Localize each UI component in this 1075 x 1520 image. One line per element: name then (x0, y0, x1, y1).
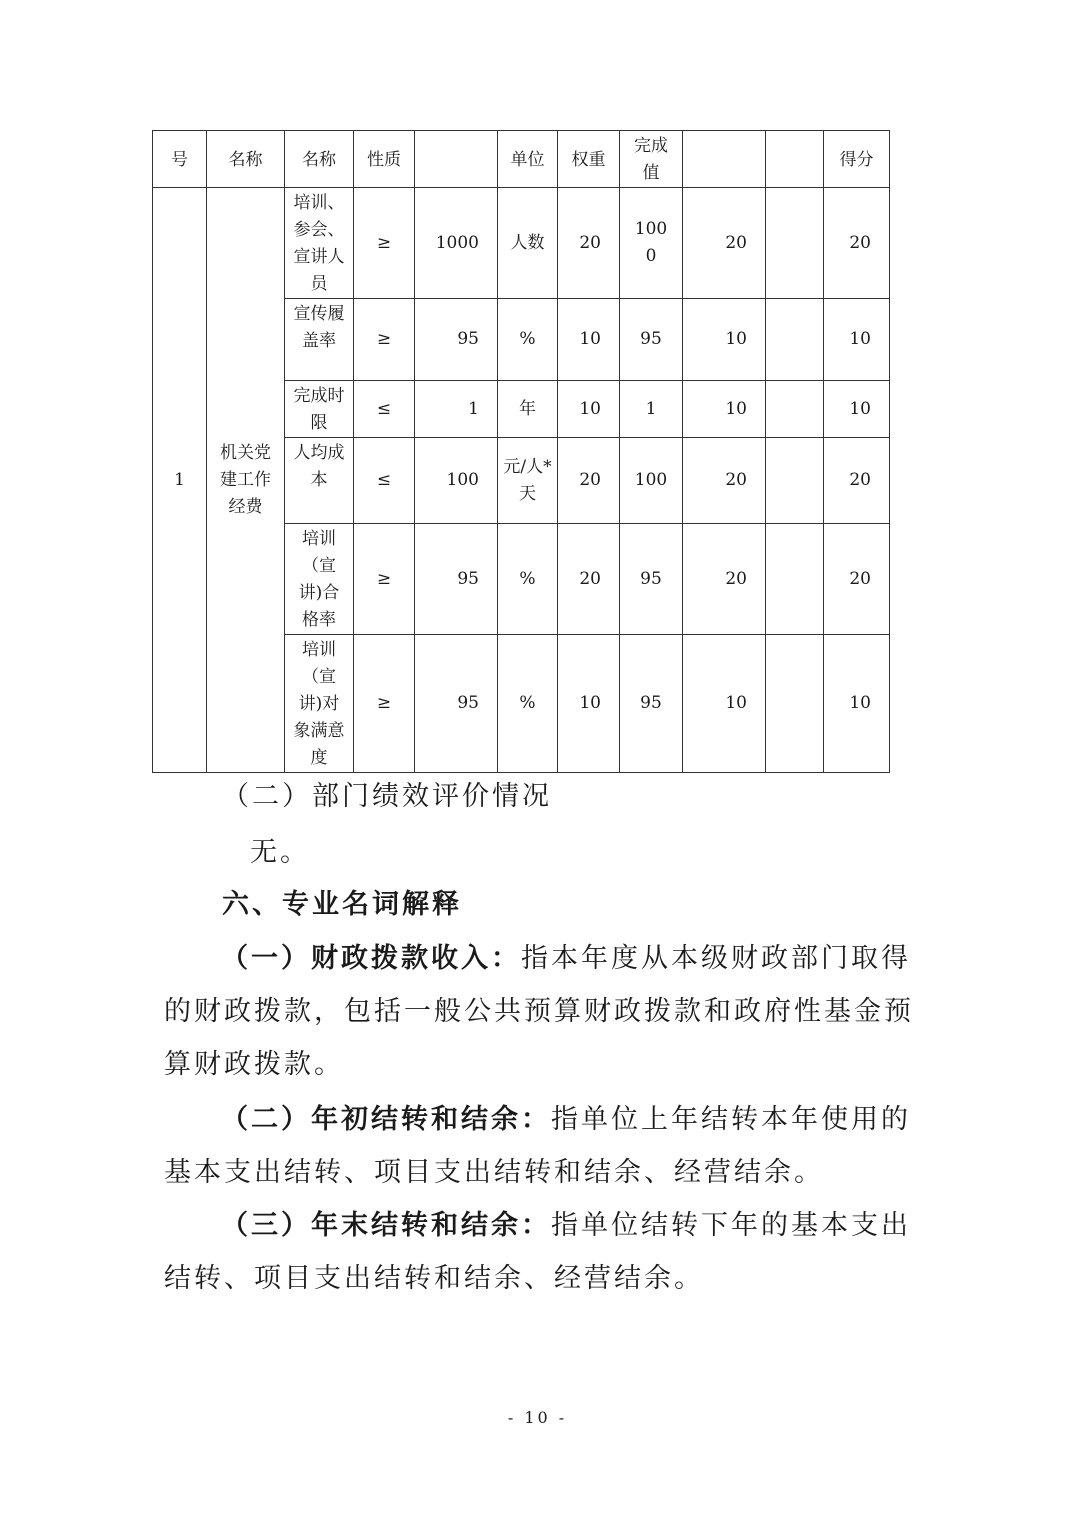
unit: 人数 (498, 188, 558, 299)
weight: 20 (558, 438, 620, 524)
actual-value: 95 (620, 635, 683, 773)
indicator-nature: ≥ (354, 524, 415, 635)
header-cell: 得分 (824, 131, 890, 188)
weight: 20 (558, 524, 620, 635)
weight: 20 (558, 188, 620, 299)
unit: % (498, 524, 558, 635)
project-name: 机关党建工作经费 (207, 188, 285, 773)
blank-cell (766, 524, 824, 635)
sub2-body: 无。 (250, 837, 310, 868)
score-1: 20 (683, 438, 766, 524)
header-cell: 完成值 (620, 131, 683, 188)
target-value: 1 (415, 381, 498, 438)
definition-3 (164, 1199, 914, 1305)
weight: 10 (558, 299, 620, 381)
indicator-name: 培训（宣讲)对象满意度 (285, 635, 354, 773)
actual-value: 95 (620, 524, 683, 635)
target-value: 100 (415, 438, 498, 524)
project-no: 1 (153, 188, 207, 773)
actual-value: 1000 (620, 188, 683, 299)
definition-body: 指本年度从本级财政部门取得的财政拨款，包括一般公共预算财政拨款和政府性基金预算财政拨款。 (164, 943, 914, 1080)
sub2-heading: （二）部门绩效评价情况 (222, 781, 552, 812)
definition-2 (164, 1093, 914, 1199)
score: 20 (824, 524, 890, 635)
indicator-name: 宣传履盖率 (285, 299, 354, 381)
header-cell: 名称 (285, 131, 354, 188)
unit: 年 (498, 381, 558, 438)
blank-cell (766, 381, 824, 438)
score-1: 10 (683, 299, 766, 381)
indicator-name: 培训、参会、宣讲人员 (285, 188, 354, 299)
score-1: 10 (683, 635, 766, 773)
score: 10 (824, 381, 890, 438)
definition-term: （三）年末结转和结余： (221, 1210, 551, 1241)
actual-value: 95 (620, 299, 683, 381)
table-row (153, 188, 890, 299)
target-value: 95 (415, 524, 498, 635)
target-value: 1000 (415, 188, 498, 299)
weight: 10 (558, 635, 620, 773)
blank-cell (766, 635, 824, 773)
score: 20 (824, 188, 890, 299)
score: 10 (824, 299, 890, 381)
header-cell (415, 131, 498, 188)
indicator-name: 人均成本 (285, 438, 354, 524)
unit: % (498, 299, 558, 381)
actual-value: 1 (620, 381, 683, 438)
indicator-nature: ≥ (354, 188, 415, 299)
header-cell: 名称 (207, 131, 285, 188)
definition-body: 指单位上年结转本年使用的基本支出结转、项目支出结转和结余、经营结余。 (164, 1104, 911, 1188)
definition-term: （一）财政拨款收入： (221, 943, 521, 974)
definition-term: （二）年初结转和结余： (221, 1104, 551, 1135)
score-1: 20 (683, 524, 766, 635)
score-1: 10 (683, 381, 766, 438)
indicator-name: 完成时限 (285, 381, 354, 438)
section6-heading: 六、专业名词解释 (222, 889, 462, 920)
target-value: 95 (415, 299, 498, 381)
header-cell: 性质 (354, 131, 415, 188)
blank-cell (766, 438, 824, 524)
indicator-nature: ≤ (354, 438, 415, 524)
header-cell (683, 131, 766, 188)
header-cell (766, 131, 824, 188)
indicator-name: 培训（宣讲)合格率 (285, 524, 354, 635)
indicator-nature: ≥ (354, 299, 415, 381)
indicator-nature: ≤ (354, 381, 415, 438)
page-number: - 10 - (507, 1408, 568, 1427)
header-cell: 单位 (498, 131, 558, 188)
performance-table (152, 130, 890, 773)
definition-body: 指单位结转下年的基本支出结转、项目支出结转和结余、经营结余。 (164, 1210, 911, 1294)
header-cell: 权重 (558, 131, 620, 188)
score-1: 20 (683, 188, 766, 299)
table-header-row (153, 131, 890, 188)
definition-1 (164, 932, 914, 1091)
unit: 元/人*天 (498, 438, 558, 524)
header-cell: 号 (153, 131, 207, 188)
target-value: 95 (415, 635, 498, 773)
weight: 10 (558, 381, 620, 438)
blank-cell (766, 188, 824, 299)
indicator-nature: ≥ (354, 635, 415, 773)
score: 20 (824, 438, 890, 524)
unit: % (498, 635, 558, 773)
blank-cell (766, 299, 824, 381)
score: 10 (824, 635, 890, 773)
actual-value: 100 (620, 438, 683, 524)
